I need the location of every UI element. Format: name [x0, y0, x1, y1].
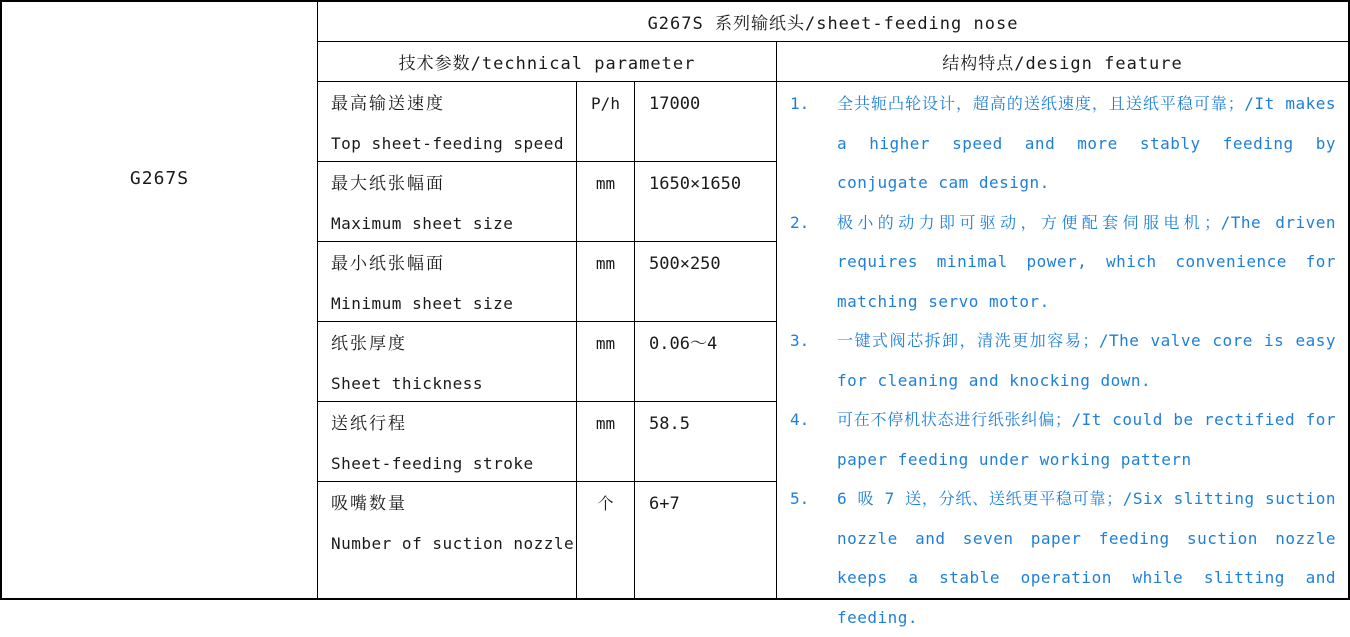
param-value-cell: 58.5: [649, 414, 690, 434]
param-unit-cell: 个: [577, 482, 635, 598]
feature-number: 3.: [790, 331, 810, 350]
model-label: G267S: [129, 168, 190, 189]
param-value-cell: 1650×1650: [649, 174, 742, 194]
list-item: [790, 203, 1336, 322]
param-value-cell: 500×250: [649, 254, 721, 274]
param-name-cell: [318, 322, 577, 401]
param-name-cell: [318, 402, 577, 481]
param-value-cell: 6+7: [649, 494, 680, 514]
spec-right-section: [318, 2, 1348, 627]
feature-number: 2.: [790, 212, 810, 232]
table-row: [318, 402, 776, 482]
param-name-cell: [318, 242, 577, 321]
feature-text: 可在不停机状态进行纸张纠偏；/It could be rectified for paper feeding under working pattern: [837, 410, 1336, 469]
column-header-technical: 技术参数/technical parameter: [318, 42, 777, 81]
table-body: [318, 82, 1348, 627]
param-name-en: Sheet-feeding stroke: [331, 454, 534, 473]
param-unit-cell: P/h: [577, 82, 635, 161]
design-features-list: [777, 82, 1348, 627]
column-headers: [318, 42, 1348, 82]
feature-number: 4.: [790, 410, 810, 429]
list-item: [790, 400, 1336, 479]
param-name-cell: [318, 482, 577, 598]
param-unit-cell: mm: [577, 322, 635, 401]
table-row: [318, 82, 776, 162]
feature-text: 全共轭凸轮设计，超高的送纸速度，且送纸平稳可靠；/It makes a higher speed and more stably feeding by conjugate cam design.: [837, 94, 1336, 192]
param-value-cell: 17000: [649, 94, 701, 114]
param-name-en: Maximum sheet size: [331, 214, 514, 233]
param-name-cn: 最高输送速度: [331, 94, 445, 114]
param-unit-cell: mm: [577, 402, 635, 481]
param-value-cell: 0.06～4: [649, 334, 718, 354]
table-title: [318, 2, 1348, 42]
param-name-en: Minimum sheet size: [331, 294, 514, 313]
param-name-cn: 最小纸张幅面: [331, 254, 445, 274]
list-item: [790, 321, 1336, 400]
feature-number: 1.: [790, 94, 810, 113]
technical-parameters-table: [318, 82, 777, 598]
param-name-cell: [318, 82, 577, 161]
param-name-en: Top sheet-feeding speed: [331, 134, 565, 153]
table-title-text: G267S 系列输纸头/sheet-feeding nose: [647, 14, 1019, 34]
model-cell: [2, 2, 318, 598]
param-name-cn: 最大纸张幅面: [331, 174, 445, 194]
param-name-cn: 纸张厚度: [331, 334, 407, 354]
feature-text: 一键式阀芯拆卸，清洗更加容易；/The valve core is easy for cleaning and knocking down.: [837, 331, 1336, 390]
feature-text: 极小的动力即可驱动，方便配套伺服电机；/The driven requires minimal power, which convenience for matching servo motor.: [837, 212, 1336, 311]
list-item: [790, 479, 1336, 637]
param-name-cn: 吸嘴数量: [331, 494, 407, 514]
table-row: [318, 482, 776, 598]
param-name-en: Number of suction nozzle: [331, 534, 575, 553]
param-unit-cell: mm: [577, 242, 635, 321]
list-item: [790, 84, 1336, 203]
param-unit-cell: mm: [577, 162, 635, 241]
table-row: [318, 242, 776, 322]
table-row: [318, 162, 776, 242]
param-name-en: Sheet thickness: [331, 374, 483, 393]
param-name-cn: 送纸行程: [331, 414, 407, 434]
feature-number: 5.: [790, 489, 810, 508]
table-row: [318, 322, 776, 402]
column-header-design: 结构特点/design feature: [942, 54, 1183, 74]
feature-text: 6 吸 7 送，分纸、送纸更平稳可靠；/Six slitting suction nozzle and seven paper feeding suction nozzle keeps a stable operation while slitting and feeding.: [837, 489, 1336, 627]
param-name-cell: [318, 162, 577, 241]
